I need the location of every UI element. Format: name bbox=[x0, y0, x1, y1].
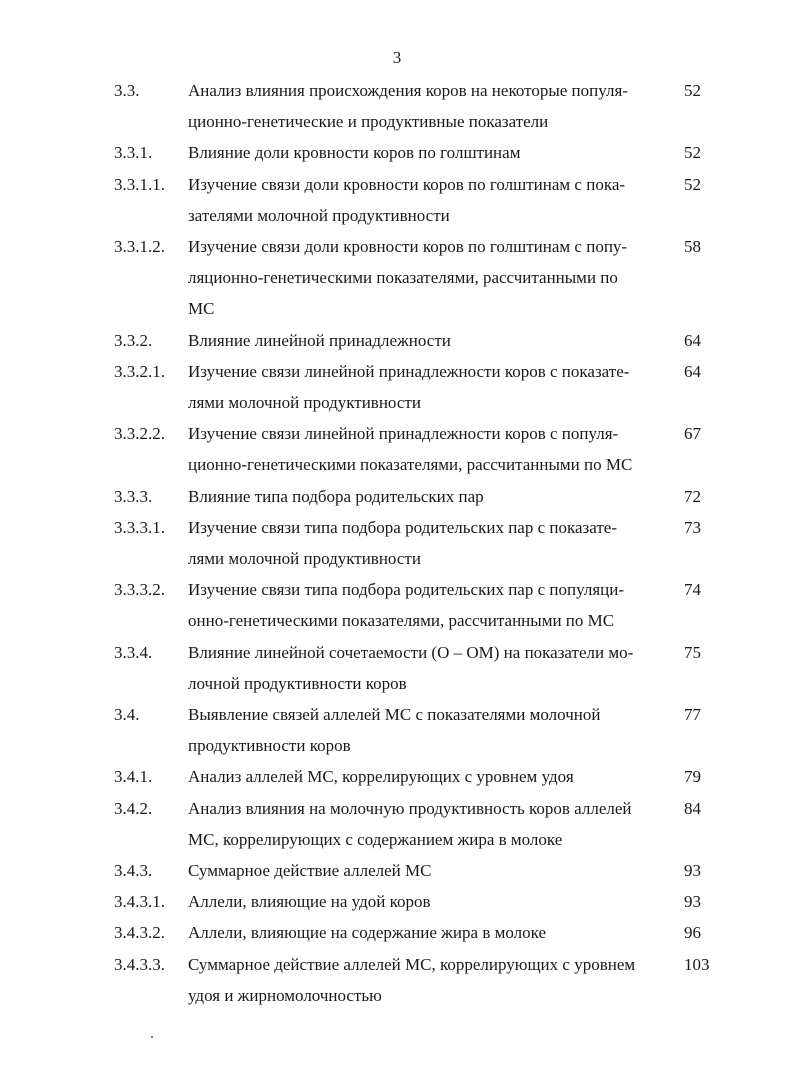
toc-entry bbox=[114, 793, 724, 855]
toc-entry-title bbox=[188, 886, 682, 917]
toc-entry-title-line: Выявление связей аллелей МС с показателями молочной bbox=[188, 705, 601, 725]
toc-entry-number: 3.4.3.3. bbox=[114, 954, 165, 974]
toc-entry-page: 64 bbox=[684, 361, 701, 381]
toc-entry-page: 79 bbox=[684, 767, 701, 787]
toc-entry bbox=[114, 917, 724, 948]
toc-entry bbox=[114, 231, 724, 325]
toc-entry-number: 3.3.1.1. bbox=[114, 174, 165, 194]
toc-entry bbox=[114, 886, 724, 917]
toc-entry-number: 3.3.1. bbox=[114, 143, 153, 163]
toc-entry-number: 3.4.2. bbox=[114, 798, 153, 818]
toc-entry-number: 3.3.2. bbox=[114, 330, 153, 350]
toc-entry-page: 93 bbox=[684, 892, 701, 912]
toc-entry-number: 3.3. bbox=[114, 81, 140, 100]
toc-entry-number: 3.3.2.1. bbox=[114, 361, 165, 381]
toc-entry-title-line: ционно-генетическими показателями, рассчитанными по МС bbox=[188, 455, 633, 475]
toc-entry-title-line: Влияние линейной сочетаемости (О – ОМ) на показатели мо- bbox=[188, 642, 634, 662]
toc-entry-title bbox=[188, 512, 682, 574]
toc-entry-page: 77 bbox=[684, 705, 701, 725]
toc-entry bbox=[114, 574, 724, 636]
toc-entry-title-line: Аллели, влияющие на содержание жира в молоке bbox=[188, 923, 546, 943]
toc-entry-title-line: МС bbox=[188, 299, 215, 319]
toc-entry-title bbox=[188, 75, 682, 137]
page-number: 3 bbox=[392, 48, 402, 67]
toc-entry-number: 3.3.1.2. bbox=[114, 237, 165, 257]
toc-entry-title-line: Изучение связи типа подбора родительских пар с показате- bbox=[188, 517, 617, 537]
toc-entry-title-line: Влияние доли кровности коров по голштинам bbox=[188, 143, 521, 163]
toc-entry bbox=[114, 75, 724, 137]
toc-entry-title-line: Изучение связи доли кровности коров по голштинам с пока- bbox=[188, 174, 626, 194]
toc-entry-page: 72 bbox=[684, 486, 701, 506]
toc-entry-number: 3.4.3.2. bbox=[114, 923, 165, 943]
toc-entry bbox=[114, 418, 724, 480]
toc-entry-title-line: Аллели, влияющие на удой коров bbox=[188, 892, 431, 912]
toc-entry-title-line: Влияние линейной принадлежности bbox=[188, 330, 451, 350]
toc-entry bbox=[114, 637, 724, 699]
toc-entry-title-line: зателями молочной продуктивности bbox=[188, 205, 450, 225]
toc-entry-page: 52 bbox=[684, 174, 701, 194]
toc-entry bbox=[114, 761, 724, 792]
toc-entry-page: 58 bbox=[684, 237, 701, 257]
toc-entry-title-line: удоя и жирномолочностью bbox=[188, 985, 382, 1005]
toc-entry bbox=[114, 169, 724, 231]
toc-entry-page: 96 bbox=[684, 923, 701, 943]
toc-entry-page: 74 bbox=[684, 580, 701, 600]
toc-entry-title bbox=[188, 418, 682, 480]
toc-entry-number: 3.4. bbox=[114, 705, 140, 725]
toc-entry-page: 67 bbox=[684, 424, 701, 444]
toc-entry-page: 64 bbox=[684, 330, 701, 350]
toc-entry-title-line: лочной продуктивности коров bbox=[188, 673, 407, 693]
toc-entry-number: 3.4.3. bbox=[114, 861, 153, 881]
toc-entry-title-line: Изучение связи линейной принадлежности коров с показате- bbox=[188, 361, 630, 381]
toc-entry-title-line: Анализ аллелей МС, коррелирующих с уровнем удоя bbox=[188, 767, 574, 787]
toc-entry-page: 52 bbox=[684, 81, 701, 100]
toc-entry-title-line: МС, коррелирующих с содержанием жира в молоке bbox=[188, 829, 563, 849]
toc-entry-title bbox=[188, 855, 682, 886]
toc-entry-number: 3.3.4. bbox=[114, 642, 153, 662]
toc-entry-title-line: лями молочной продуктивности bbox=[188, 393, 421, 413]
toc-entry-title bbox=[188, 699, 682, 761]
toc-entry-title-line: Изучение связи линейной принадлежности коров с популя- bbox=[188, 424, 619, 444]
toc-entry bbox=[114, 699, 724, 761]
toc-entry-title-line: Суммарное действие аллелей МС, коррелирующих с уровнем bbox=[188, 954, 636, 974]
toc-entry-title bbox=[188, 137, 682, 168]
toc-entry-page: 93 bbox=[684, 861, 701, 881]
toc-entry-title-line: онно-генетическими показателями, рассчитанными по МС bbox=[188, 611, 615, 631]
toc-entry-number: 3.3.2.2. bbox=[114, 424, 165, 444]
toc-entry-title bbox=[188, 169, 682, 231]
toc-entry bbox=[114, 855, 724, 886]
toc-entry bbox=[114, 325, 724, 356]
toc-entry bbox=[114, 356, 724, 418]
toc-entry-title bbox=[188, 574, 682, 636]
toc-entry-page: 103 bbox=[684, 954, 710, 974]
toc-entry bbox=[114, 949, 724, 1011]
toc-entry-title-line: Изучение связи типа подбора родительских пар с популяци- bbox=[188, 580, 624, 600]
toc-entry-title-line: ционно-генетические и продуктивные показатели bbox=[188, 112, 549, 132]
toc-entry-title bbox=[188, 481, 682, 512]
toc-entry-title-line: продуктивности коров bbox=[188, 736, 351, 756]
toc-entry-title bbox=[188, 231, 682, 325]
toc-entry-title bbox=[188, 637, 682, 699]
toc-entry-number: 3.3.3. bbox=[114, 486, 153, 506]
table-of-contents bbox=[114, 75, 724, 1011]
toc-entry-number: 3.4.1. bbox=[114, 767, 153, 787]
toc-entry bbox=[114, 512, 724, 574]
toc-entry-page: 75 bbox=[684, 642, 701, 662]
toc-entry-title bbox=[188, 761, 682, 792]
toc-entry-page: 73 bbox=[684, 517, 701, 537]
toc-entry-title-line: ляционно-генетическими показателями, рассчитанными по bbox=[188, 268, 618, 288]
toc-entry bbox=[114, 481, 724, 512]
toc-entry-title bbox=[188, 917, 682, 948]
toc-entry-title bbox=[188, 793, 682, 855]
toc-entry-page: 52 bbox=[684, 143, 701, 163]
toc-entry-title-line: Суммарное действие аллелей МС bbox=[188, 861, 432, 881]
toc-entry-title-line: Анализ влияния происхождения коров на некоторые популя- bbox=[188, 81, 628, 100]
stray-mark bbox=[151, 1036, 153, 1038]
toc-entry-title bbox=[188, 949, 682, 1011]
toc-entry-title bbox=[188, 325, 682, 356]
toc-entry-title-line: Анализ влияния на молочную продуктивность коров аллелей bbox=[188, 798, 632, 818]
toc-entry-title-line: лями молочной продуктивности bbox=[188, 549, 421, 569]
toc-entry-title-line: Изучение связи доли кровности коров по голштинам с попу- bbox=[188, 237, 628, 257]
toc-entry bbox=[114, 137, 724, 168]
toc-entry-page: 84 bbox=[684, 798, 701, 818]
toc-entry-number: 3.3.3.2. bbox=[114, 580, 165, 600]
toc-entry-number: 3.3.3.1. bbox=[114, 517, 165, 537]
toc-entry-number: 3.4.3.1. bbox=[114, 892, 165, 912]
toc-entry-title-line: Влияние типа подбора родительских пар bbox=[188, 486, 484, 506]
toc-entry-title bbox=[188, 356, 682, 418]
